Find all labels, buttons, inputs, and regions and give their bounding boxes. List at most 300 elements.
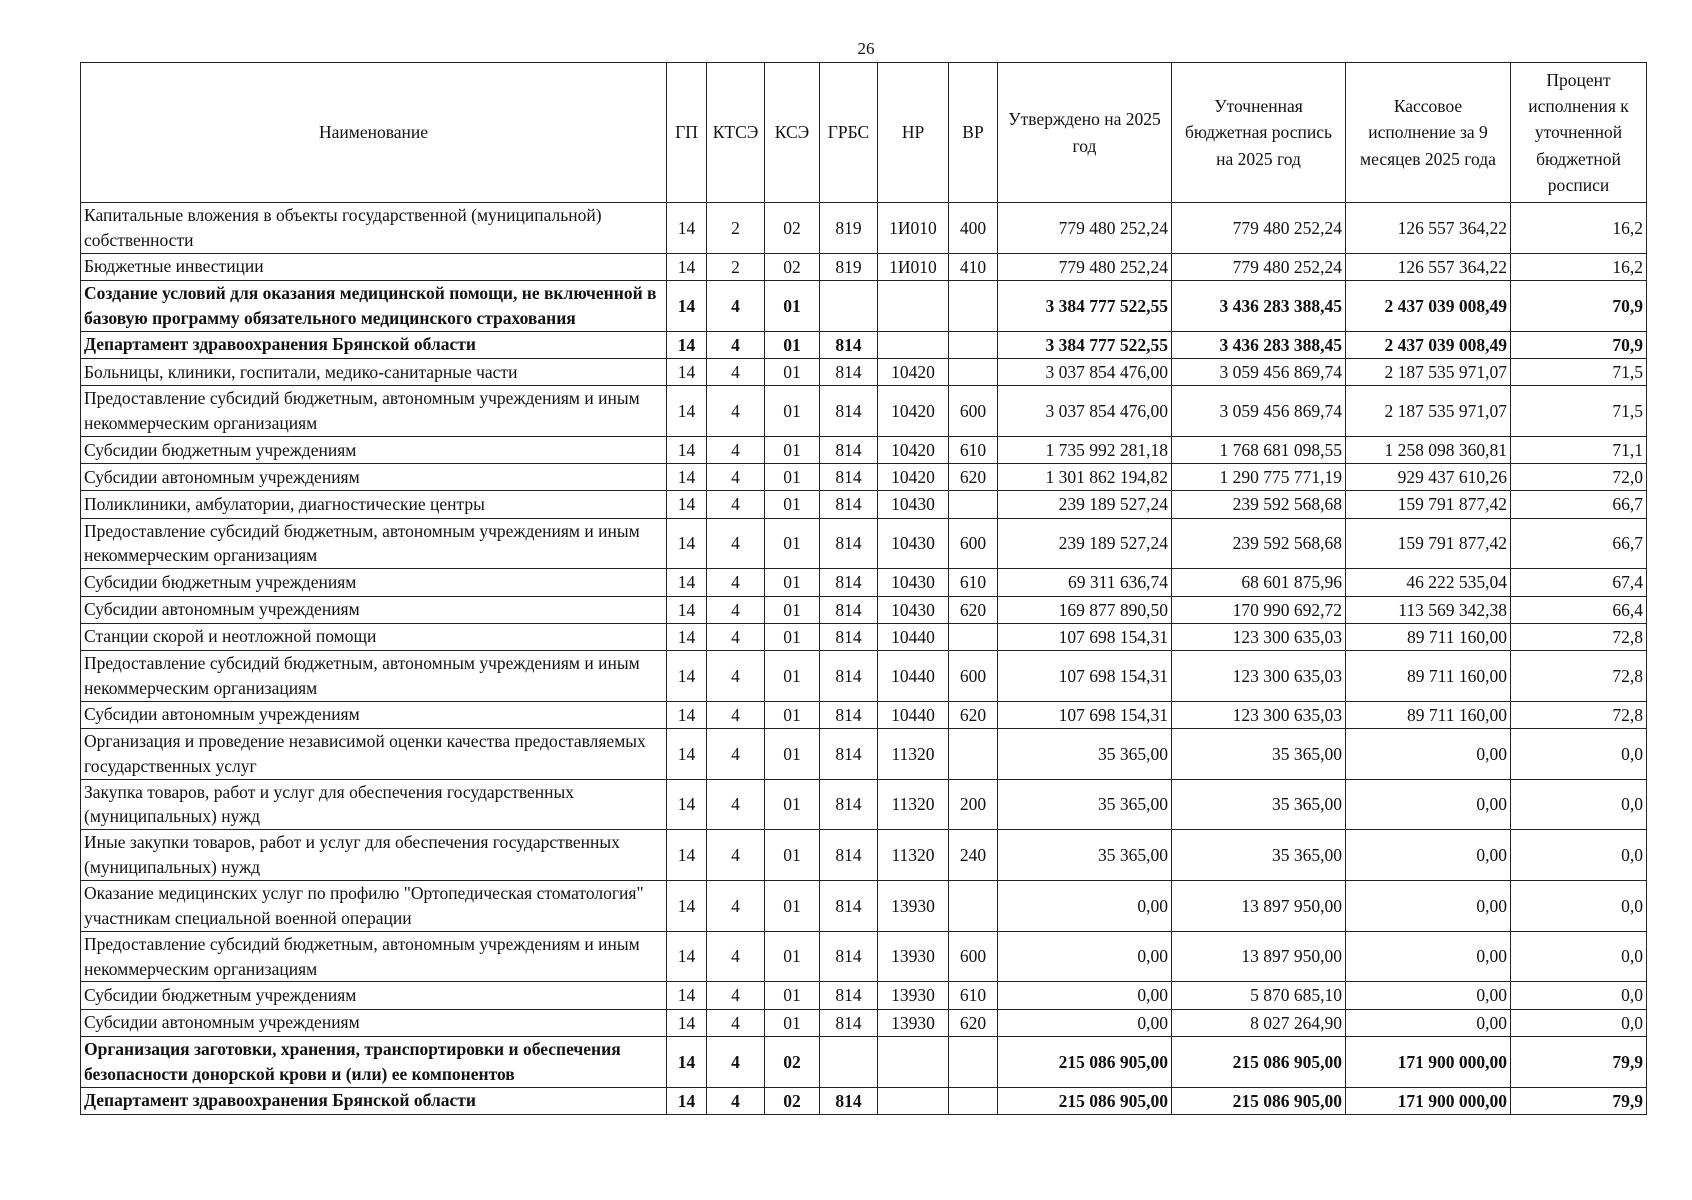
cell-gp: 14 [667, 518, 707, 569]
cell-grbs: 814 [820, 464, 878, 491]
cell-percent: 71,5 [1511, 386, 1647, 437]
table-body [81, 203, 1647, 1115]
cell-gp: 14 [667, 464, 707, 491]
cell-percent: 71,5 [1511, 358, 1647, 385]
cell-vr: 600 [949, 931, 998, 982]
cell-name: Закупка товаров, работ и услуг для обеспечения государственных (муниципальных) нужд [81, 779, 667, 830]
cell-grbs: 814 [820, 982, 878, 1009]
cell-name: Субсидии автономным учреждениям [81, 596, 667, 623]
cell-kse: 01 [765, 386, 820, 437]
cell-grbs: 814 [820, 569, 878, 596]
cell-approved: 0,00 [998, 931, 1172, 982]
cell-vr [949, 881, 998, 932]
cell-nr: 11320 [878, 830, 949, 881]
cell-name: Субсидии автономным учреждениям [81, 1009, 667, 1036]
cell-grbs: 814 [820, 651, 878, 702]
table-row [81, 728, 1647, 779]
cell-ktse: 4 [707, 569, 765, 596]
cell-nr: 1И010 [878, 253, 949, 280]
cell-name: Субсидии бюджетным учреждениям [81, 436, 667, 463]
cell-nr: 10440 [878, 701, 949, 728]
cell-refined: 123 300 635,03 [1172, 623, 1346, 650]
cell-gp: 14 [667, 728, 707, 779]
cell-ktse: 4 [707, 491, 765, 518]
cell-ktse: 4 [707, 982, 765, 1009]
cell-cash: 1 258 098 360,81 [1346, 436, 1511, 463]
cell-gp: 14 [667, 1036, 707, 1087]
cell-percent: 0,0 [1511, 779, 1647, 830]
cell-refined: 779 480 252,24 [1172, 253, 1346, 280]
cell-ktse: 4 [707, 464, 765, 491]
cell-grbs: 814 [820, 1087, 878, 1114]
cell-nr: 13930 [878, 1009, 949, 1036]
cell-gp: 14 [667, 436, 707, 463]
cell-percent: 66,7 [1511, 491, 1647, 518]
cell-percent: 0,0 [1511, 1009, 1647, 1036]
cell-refined: 215 086 905,00 [1172, 1036, 1346, 1087]
table-row [81, 1009, 1647, 1036]
cell-grbs: 814 [820, 779, 878, 830]
cell-vr: 600 [949, 386, 998, 437]
cell-percent: 72,0 [1511, 464, 1647, 491]
cell-vr: 400 [949, 203, 998, 254]
cell-gp: 14 [667, 203, 707, 254]
cell-ktse: 4 [707, 1087, 765, 1114]
cell-cash: 2 437 039 008,49 [1346, 331, 1511, 358]
cell-nr: 10430 [878, 569, 949, 596]
cell-vr: 610 [949, 569, 998, 596]
cell-kse: 01 [765, 436, 820, 463]
cell-refined: 1 768 681 098,55 [1172, 436, 1346, 463]
cell-gp: 14 [667, 386, 707, 437]
cell-kse: 01 [765, 651, 820, 702]
cell-refined: 68 601 875,96 [1172, 569, 1346, 596]
header-vr: ВР [949, 63, 998, 203]
cell-grbs: 814 [820, 518, 878, 569]
cell-name: Субсидии автономным учреждениям [81, 464, 667, 491]
cell-grbs: 814 [820, 728, 878, 779]
table-row [81, 569, 1647, 596]
cell-kse: 01 [765, 881, 820, 932]
cell-ktse: 4 [707, 596, 765, 623]
cell-refined: 779 480 252,24 [1172, 203, 1346, 254]
cell-kse: 01 [765, 518, 820, 569]
cell-vr: 620 [949, 464, 998, 491]
cell-name: Департамент здравоохранения Брянской области [81, 331, 667, 358]
cell-name: Предоставление субсидий бюджетным, автономным учреждениям и иным некоммерческим организациям [81, 931, 667, 982]
cell-refined: 35 365,00 [1172, 728, 1346, 779]
cell-name: Предоставление субсидий бюджетным, автономным учреждениям и иным некоммерческим организациям [81, 518, 667, 569]
cell-cash: 89 711 160,00 [1346, 701, 1511, 728]
cell-gp: 14 [667, 623, 707, 650]
cell-vr: 600 [949, 651, 998, 702]
cell-vr [949, 1087, 998, 1114]
cell-refined: 3 059 456 869,74 [1172, 358, 1346, 385]
cell-grbs: 814 [820, 830, 878, 881]
cell-name: Субсидии бюджетным учреждениям [81, 982, 667, 1009]
cell-vr: 610 [949, 436, 998, 463]
header-approved: Утверждено на 2025 год [998, 63, 1172, 203]
cell-gp: 14 [667, 280, 707, 331]
cell-percent: 0,0 [1511, 881, 1647, 932]
cell-nr: 10430 [878, 491, 949, 518]
cell-vr [949, 280, 998, 331]
cell-approved: 3 037 854 476,00 [998, 358, 1172, 385]
cell-ktse: 4 [707, 358, 765, 385]
cell-ktse: 4 [707, 779, 765, 830]
header-cash: Кассовое исполнение за 9 месяцев 2025 года [1346, 63, 1511, 203]
cell-gp: 14 [667, 569, 707, 596]
cell-approved: 35 365,00 [998, 830, 1172, 881]
cell-refined: 215 086 905,00 [1172, 1087, 1346, 1114]
cell-name: Субсидии бюджетным учреждениям [81, 569, 667, 596]
cell-approved: 779 480 252,24 [998, 203, 1172, 254]
cell-kse: 01 [765, 596, 820, 623]
cell-nr: 13930 [878, 982, 949, 1009]
table-row [81, 651, 1647, 702]
cell-vr [949, 1036, 998, 1087]
cell-percent: 67,4 [1511, 569, 1647, 596]
cell-approved: 0,00 [998, 982, 1172, 1009]
cell-gp: 14 [667, 830, 707, 881]
cell-percent: 16,2 [1511, 253, 1647, 280]
cell-kse: 01 [765, 931, 820, 982]
cell-nr: 10420 [878, 436, 949, 463]
table-row [81, 203, 1647, 254]
cell-gp: 14 [667, 701, 707, 728]
cell-nr [878, 331, 949, 358]
page-number: 26 [857, 39, 875, 58]
cell-name: Субсидии автономным учреждениям [81, 701, 667, 728]
cell-gp: 14 [667, 881, 707, 932]
cell-kse: 01 [765, 728, 820, 779]
cell-ktse: 4 [707, 728, 765, 779]
cell-cash: 171 900 000,00 [1346, 1087, 1511, 1114]
cell-vr [949, 358, 998, 385]
cell-ktse: 2 [707, 253, 765, 280]
cell-approved: 0,00 [998, 881, 1172, 932]
cell-vr [949, 623, 998, 650]
header-kse: КСЭ [765, 63, 820, 203]
cell-cash: 0,00 [1346, 982, 1511, 1009]
table-row [81, 982, 1647, 1009]
cell-cash: 2 437 039 008,49 [1346, 280, 1511, 331]
table-row [81, 830, 1647, 881]
cell-name: Департамент здравоохранения Брянской области [81, 1087, 667, 1114]
cell-percent: 72,8 [1511, 623, 1647, 650]
cell-kse: 02 [765, 1036, 820, 1087]
cell-name: Поликлиники, амбулатории, диагностические центры [81, 491, 667, 518]
cell-ktse: 4 [707, 518, 765, 569]
cell-gp: 14 [667, 491, 707, 518]
cell-refined: 8 027 264,90 [1172, 1009, 1346, 1036]
cell-gp: 14 [667, 596, 707, 623]
table-row [81, 436, 1647, 463]
cell-approved: 107 698 154,31 [998, 701, 1172, 728]
cell-cash: 89 711 160,00 [1346, 651, 1511, 702]
cell-refined: 13 897 950,00 [1172, 931, 1346, 982]
cell-gp: 14 [667, 358, 707, 385]
table-row [81, 779, 1647, 830]
cell-ktse: 4 [707, 331, 765, 358]
cell-refined: 239 592 568,68 [1172, 518, 1346, 569]
cell-cash: 0,00 [1346, 881, 1511, 932]
header-row [81, 63, 1647, 203]
cell-cash: 126 557 364,22 [1346, 203, 1511, 254]
cell-approved: 3 037 854 476,00 [998, 386, 1172, 437]
header-grbs: ГРБС [820, 63, 878, 203]
cell-approved: 0,00 [998, 1009, 1172, 1036]
cell-grbs: 819 [820, 253, 878, 280]
cell-vr: 410 [949, 253, 998, 280]
table-row [81, 1087, 1647, 1114]
header-nr: НР [878, 63, 949, 203]
cell-percent: 79,9 [1511, 1087, 1647, 1114]
cell-cash: 113 569 342,38 [1346, 596, 1511, 623]
cell-kse: 01 [765, 623, 820, 650]
header-name: Наименование [81, 63, 667, 203]
cell-kse: 01 [765, 701, 820, 728]
cell-kse: 01 [765, 1009, 820, 1036]
cell-refined: 5 870 685,10 [1172, 982, 1346, 1009]
cell-grbs: 814 [820, 931, 878, 982]
cell-gp: 14 [667, 779, 707, 830]
cell-gp: 14 [667, 253, 707, 280]
cell-nr: 11320 [878, 728, 949, 779]
cell-refined: 3 059 456 869,74 [1172, 386, 1346, 437]
cell-ktse: 4 [707, 701, 765, 728]
cell-nr [878, 1087, 949, 1114]
cell-grbs: 814 [820, 386, 878, 437]
header-gp: ГП [667, 63, 707, 203]
cell-percent: 72,8 [1511, 701, 1647, 728]
cell-nr: 10440 [878, 651, 949, 702]
cell-ktse: 4 [707, 830, 765, 881]
cell-percent: 71,1 [1511, 436, 1647, 463]
cell-refined: 1 290 775 771,19 [1172, 464, 1346, 491]
header-ktse: КТСЭ [707, 63, 765, 203]
cell-ktse: 4 [707, 1036, 765, 1087]
cell-kse: 01 [765, 358, 820, 385]
cell-approved: 3 384 777 522,55 [998, 280, 1172, 331]
cell-gp: 14 [667, 982, 707, 1009]
table-row [81, 358, 1647, 385]
cell-cash: 929 437 610,26 [1346, 464, 1511, 491]
cell-approved: 35 365,00 [998, 728, 1172, 779]
cell-cash: 159 791 877,42 [1346, 491, 1511, 518]
cell-cash: 0,00 [1346, 1009, 1511, 1036]
cell-percent: 72,8 [1511, 651, 1647, 702]
cell-grbs: 814 [820, 331, 878, 358]
cell-ktse: 4 [707, 386, 765, 437]
cell-name: Больницы, клиники, госпитали, медико-санитарные части [81, 358, 667, 385]
cell-cash: 89 711 160,00 [1346, 623, 1511, 650]
table-row [81, 464, 1647, 491]
table-row [81, 701, 1647, 728]
table-row [81, 331, 1647, 358]
cell-nr: 10430 [878, 518, 949, 569]
cell-refined: 123 300 635,03 [1172, 651, 1346, 702]
cell-vr [949, 331, 998, 358]
cell-kse: 01 [765, 982, 820, 1009]
table-row [81, 623, 1647, 650]
table-row [81, 386, 1647, 437]
cell-name: Станции скорой и неотложной помощи [81, 623, 667, 650]
cell-cash: 2 187 535 971,07 [1346, 358, 1511, 385]
cell-percent: 70,9 [1511, 280, 1647, 331]
table-row [81, 280, 1647, 331]
cell-percent: 70,9 [1511, 331, 1647, 358]
cell-name: Создание условий для оказания медицинской помощи, не включенной в базовую программу обязательного медицинского страхования [81, 280, 667, 331]
cell-gp: 14 [667, 931, 707, 982]
table-row [81, 491, 1647, 518]
cell-kse: 02 [765, 203, 820, 254]
cell-grbs: 814 [820, 623, 878, 650]
cell-approved: 239 189 527,24 [998, 518, 1172, 569]
cell-cash: 46 222 535,04 [1346, 569, 1511, 596]
cell-approved: 215 086 905,00 [998, 1087, 1172, 1114]
cell-kse: 01 [765, 830, 820, 881]
table-row [81, 931, 1647, 982]
cell-refined: 3 436 283 388,45 [1172, 280, 1346, 331]
cell-nr: 13930 [878, 881, 949, 932]
cell-ktse: 4 [707, 651, 765, 702]
cell-grbs: 819 [820, 203, 878, 254]
cell-kse: 01 [765, 331, 820, 358]
cell-name: Бюджетные инвестиции [81, 253, 667, 280]
cell-cash: 0,00 [1346, 830, 1511, 881]
cell-vr [949, 491, 998, 518]
cell-nr: 11320 [878, 779, 949, 830]
cell-approved: 69 311 636,74 [998, 569, 1172, 596]
cell-gp: 14 [667, 331, 707, 358]
cell-percent: 66,4 [1511, 596, 1647, 623]
cell-nr: 10420 [878, 464, 949, 491]
cell-gp: 14 [667, 1009, 707, 1036]
cell-refined: 3 436 283 388,45 [1172, 331, 1346, 358]
cell-name: Организация и проведение независимой оценки качества предоставляемых государственных услуг [81, 728, 667, 779]
cell-kse: 01 [765, 280, 820, 331]
cell-cash: 0,00 [1346, 931, 1511, 982]
cell-ktse: 4 [707, 280, 765, 331]
cell-vr: 620 [949, 701, 998, 728]
cell-grbs: 814 [820, 491, 878, 518]
cell-nr: 10420 [878, 358, 949, 385]
cell-nr [878, 1036, 949, 1087]
cell-gp: 14 [667, 651, 707, 702]
cell-cash: 2 187 535 971,07 [1346, 386, 1511, 437]
cell-name: Иные закупки товаров, работ и услуг для обеспечения государственных (муниципальных) нужд [81, 830, 667, 881]
cell-percent: 0,0 [1511, 931, 1647, 982]
cell-percent: 66,7 [1511, 518, 1647, 569]
cell-name: Оказание медицинских услуг по профилю "Ортопедическая стоматология" участникам специальной военной операции [81, 881, 667, 932]
cell-grbs: 814 [820, 1009, 878, 1036]
header-refined: Уточненная бюджетная роспись на 2025 год [1172, 63, 1346, 203]
cell-name: Капитальные вложения в объекты государственной (муниципальной) собственности [81, 203, 667, 254]
cell-vr: 240 [949, 830, 998, 881]
cell-cash: 0,00 [1346, 728, 1511, 779]
cell-kse: 02 [765, 1087, 820, 1114]
cell-refined: 13 897 950,00 [1172, 881, 1346, 932]
cell-refined: 170 990 692,72 [1172, 596, 1346, 623]
header-percent: Процент исполнения к уточненной бюджетной росписи [1511, 63, 1647, 203]
table-row [81, 881, 1647, 932]
cell-cash: 126 557 364,22 [1346, 253, 1511, 280]
cell-ktse: 4 [707, 436, 765, 463]
cell-kse: 02 [765, 253, 820, 280]
budget-execution-table [80, 62, 1647, 1115]
cell-vr [949, 728, 998, 779]
cell-approved: 1 301 862 194,82 [998, 464, 1172, 491]
cell-percent: 79,9 [1511, 1036, 1647, 1087]
cell-approved: 1 735 992 281,18 [998, 436, 1172, 463]
cell-grbs: 814 [820, 701, 878, 728]
cell-vr: 620 [949, 596, 998, 623]
cell-kse: 01 [765, 464, 820, 491]
cell-approved: 35 365,00 [998, 779, 1172, 830]
cell-grbs [820, 280, 878, 331]
cell-refined: 35 365,00 [1172, 830, 1346, 881]
cell-percent: 0,0 [1511, 830, 1647, 881]
cell-grbs [820, 1036, 878, 1087]
cell-approved: 3 384 777 522,55 [998, 331, 1172, 358]
cell-percent: 0,0 [1511, 728, 1647, 779]
cell-nr: 13930 [878, 931, 949, 982]
cell-ktse: 4 [707, 881, 765, 932]
cell-grbs: 814 [820, 596, 878, 623]
cell-kse: 01 [765, 569, 820, 596]
table-row [81, 596, 1647, 623]
cell-nr: 1И010 [878, 203, 949, 254]
table-row [81, 1036, 1647, 1087]
cell-ktse: 2 [707, 203, 765, 254]
cell-name: Организация заготовки, хранения, транспортировки и обеспечения безопасности донорской крови и (или) ее компонентов [81, 1036, 667, 1087]
cell-nr [878, 280, 949, 331]
table-row [81, 253, 1647, 280]
cell-grbs: 814 [820, 881, 878, 932]
cell-name: Предоставление субсидий бюджетным, автономным учреждениям и иным некоммерческим организациям [81, 386, 667, 437]
cell-approved: 169 877 890,50 [998, 596, 1172, 623]
cell-refined: 35 365,00 [1172, 779, 1346, 830]
cell-nr: 10420 [878, 386, 949, 437]
cell-percent: 16,2 [1511, 203, 1647, 254]
cell-kse: 01 [765, 491, 820, 518]
cell-approved: 215 086 905,00 [998, 1036, 1172, 1087]
cell-approved: 107 698 154,31 [998, 623, 1172, 650]
cell-approved: 239 189 527,24 [998, 491, 1172, 518]
cell-kse: 01 [765, 779, 820, 830]
cell-ktse: 4 [707, 1009, 765, 1036]
cell-cash: 0,00 [1346, 779, 1511, 830]
cell-grbs: 814 [820, 358, 878, 385]
cell-vr: 200 [949, 779, 998, 830]
table-row [81, 518, 1647, 569]
cell-ktse: 4 [707, 931, 765, 982]
cell-refined: 239 592 568,68 [1172, 491, 1346, 518]
cell-vr: 610 [949, 982, 998, 1009]
cell-grbs: 814 [820, 436, 878, 463]
cell-vr: 600 [949, 518, 998, 569]
cell-percent: 0,0 [1511, 982, 1647, 1009]
cell-cash: 171 900 000,00 [1346, 1036, 1511, 1087]
cell-nr: 10440 [878, 623, 949, 650]
cell-gp: 14 [667, 1087, 707, 1114]
cell-cash: 159 791 877,42 [1346, 518, 1511, 569]
cell-refined: 123 300 635,03 [1172, 701, 1346, 728]
cell-approved: 779 480 252,24 [998, 253, 1172, 280]
cell-name: Предоставление субсидий бюджетным, автономным учреждениям и иным некоммерческим организациям [81, 651, 667, 702]
cell-nr: 10430 [878, 596, 949, 623]
